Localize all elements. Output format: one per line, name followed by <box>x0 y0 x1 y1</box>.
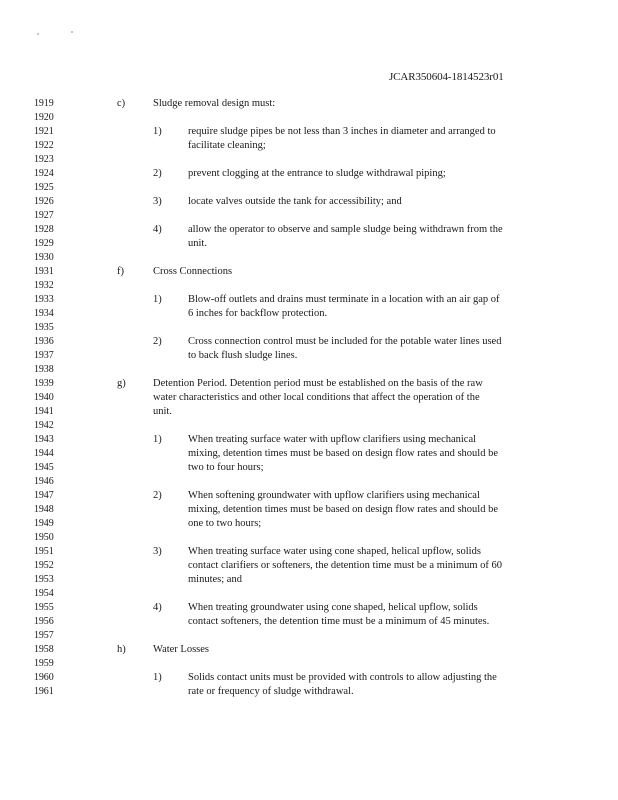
item-g1-text: two to four hours; <box>188 462 264 473</box>
line-number: 1939 <box>34 378 54 389</box>
scan-speck <box>71 31 73 33</box>
item-h1-text: Solids contact units must be provided with controls to allow adjusting the <box>188 672 497 683</box>
section-f-marker: f) <box>117 266 124 277</box>
line-number: 1941 <box>34 406 54 417</box>
item-c2-marker: 2) <box>153 168 162 179</box>
line-number: 1955 <box>34 602 54 613</box>
section-g-text: unit. <box>153 406 172 417</box>
line-number: 1954 <box>34 588 54 599</box>
item-c4-text: unit. <box>188 238 207 249</box>
item-f2-text: Cross connection control must be included for the potable water lines used <box>188 336 502 347</box>
line-number: 1935 <box>34 322 54 333</box>
item-g1-text: When treating surface water with upflow clarifiers using mechanical <box>188 434 477 445</box>
document-id: JCAR350604-1814523r01 <box>389 71 504 83</box>
section-h-heading: Water Losses <box>153 644 210 655</box>
line-number: 1946 <box>34 476 54 487</box>
section-g-text: water characteristics and other local conditions that affect the operation of the <box>153 392 480 403</box>
line-number: 1933 <box>34 294 54 305</box>
line-number: 1945 <box>34 462 54 473</box>
line-number: 1950 <box>34 532 54 543</box>
line-number: 1920 <box>34 112 54 123</box>
line-number: 1928 <box>34 224 54 235</box>
line-number: 1929 <box>34 238 54 249</box>
line-number: 1931 <box>34 266 54 277</box>
line-number: 1919 <box>34 98 54 109</box>
item-g2-text: When softening groundwater with upflow clarifiers using mechanical <box>188 490 480 501</box>
item-g4-marker: 4) <box>153 602 162 613</box>
line-number: 1936 <box>34 336 54 347</box>
item-g1-text: mixing, detention times must be based on design flow rates and should be <box>188 448 498 459</box>
line-number: 1947 <box>34 490 54 501</box>
line-number: 1930 <box>34 252 54 263</box>
item-c3-text: locate valves outside the tank for accessibility; and <box>188 196 402 207</box>
item-g2-text: mixing, detention times must be based on design flow rates and should be <box>188 504 498 515</box>
section-g-text: Detention Period. Detention period must be established on the basis of the raw <box>153 378 483 389</box>
line-number: 1942 <box>34 420 54 431</box>
item-g3-text: When treating surface water using cone shaped, helical upflow, solids <box>188 546 481 557</box>
line-number: 1927 <box>34 210 54 221</box>
item-c3-marker: 3) <box>153 196 162 207</box>
item-f2-marker: 2) <box>153 336 162 347</box>
line-number: 1953 <box>34 574 54 585</box>
line-number: 1940 <box>34 392 54 403</box>
line-number: 1961 <box>34 686 54 697</box>
item-g1-marker: 1) <box>153 434 162 445</box>
section-f-heading: Cross Connections <box>153 266 233 277</box>
line-number: 1924 <box>34 168 54 179</box>
item-f2-text: to back flush sludge lines. <box>188 350 298 361</box>
line-number: 1938 <box>34 364 54 375</box>
line-number: 1925 <box>34 182 54 193</box>
item-f1-text: Blow-off outlets and drains must terminate in a location with an air gap of <box>188 294 500 305</box>
section-h-marker: h) <box>117 644 126 655</box>
item-c4-marker: 4) <box>153 224 162 235</box>
line-number: 1949 <box>34 518 54 529</box>
item-g4-text: contact softeners, the detention time must be a minimum of 45 minutes. <box>188 616 490 627</box>
section-g-marker: g) <box>117 378 126 389</box>
line-number: 1932 <box>34 280 54 291</box>
item-c2-text: prevent clogging at the entrance to sludge withdrawal piping; <box>188 168 446 179</box>
line-number: 1956 <box>34 616 54 627</box>
item-g3-text: contact clarifiers or softeners, the detention time must be a minimum of 60 <box>188 560 503 571</box>
item-g3-marker: 3) <box>153 546 162 557</box>
scan-speck <box>37 33 39 35</box>
line-number: 1951 <box>34 546 54 557</box>
line-number: 1948 <box>34 504 54 515</box>
line-number: 1943 <box>34 434 54 445</box>
line-number: 1952 <box>34 560 54 571</box>
item-c1-marker: 1) <box>153 126 162 137</box>
item-f1-marker: 1) <box>153 294 162 305</box>
line-number: 1921 <box>34 126 54 137</box>
line-number: 1937 <box>34 350 54 361</box>
section-c-heading: Sludge removal design must: <box>153 98 276 109</box>
item-g2-text: one to two hours; <box>188 518 262 529</box>
line-number: 1958 <box>34 644 54 655</box>
item-c1-text: require sludge pipes be not less than 3 inches in diameter and arranged to <box>188 126 496 137</box>
item-g3-text: minutes; and <box>188 574 242 585</box>
line-number: 1959 <box>34 658 54 669</box>
item-h1-text: rate or frequency of sludge withdrawal. <box>188 686 354 697</box>
item-f1-text: 6 inches for backflow protection. <box>188 308 328 319</box>
line-number: 1960 <box>34 672 54 683</box>
line-number: 1934 <box>34 308 54 319</box>
line-number: 1922 <box>34 140 54 151</box>
item-c4-text: allow the operator to observe and sample sludge being withdrawn from the <box>188 224 503 235</box>
item-g2-marker: 2) <box>153 490 162 501</box>
item-g4-text: When treating groundwater using cone shaped, helical upflow, solids <box>188 602 478 613</box>
section-c-marker: c) <box>117 98 126 109</box>
line-number: 1944 <box>34 448 54 459</box>
item-h1-marker: 1) <box>153 672 162 683</box>
item-c1-text: facilitate cleaning; <box>188 140 266 151</box>
line-number: 1923 <box>34 154 54 165</box>
line-number: 1926 <box>34 196 54 207</box>
line-number: 1957 <box>34 630 54 641</box>
